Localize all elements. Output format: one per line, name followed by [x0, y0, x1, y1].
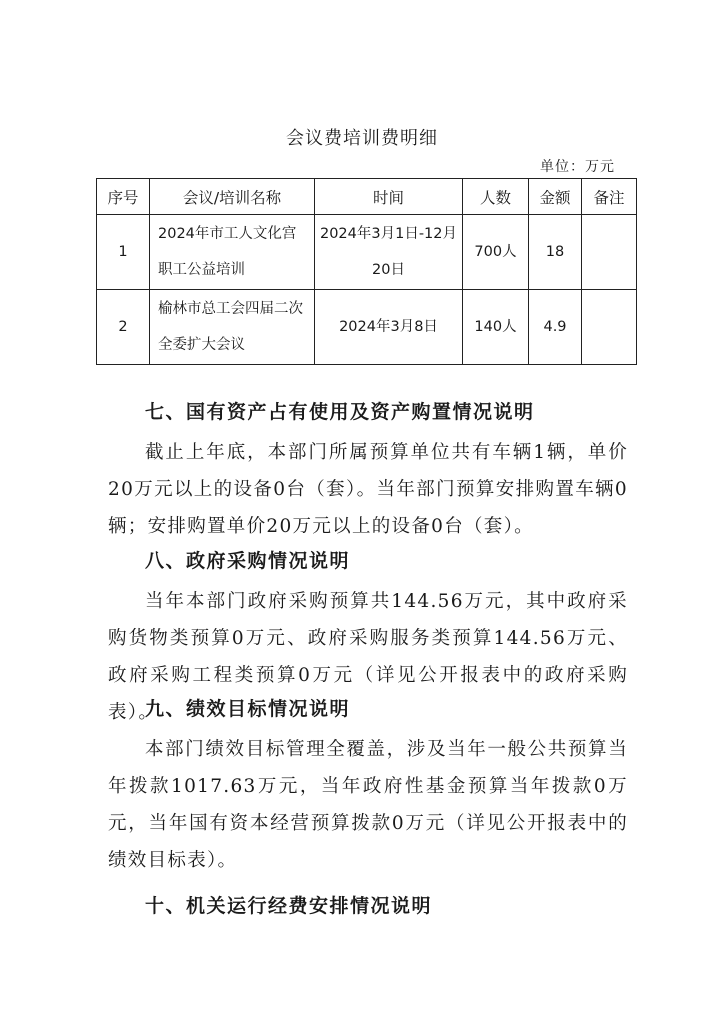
- table-title: 会议费培训费明细: [286, 128, 438, 149]
- header-name: 会议/培训名称: [150, 179, 315, 215]
- unit-label: 单位：万元: [540, 159, 615, 175]
- table-row: [97, 290, 637, 365]
- cell-amount: 4.9: [529, 290, 582, 365]
- cell-people: 140人: [463, 290, 529, 365]
- cell-no: 2: [97, 290, 150, 365]
- header-amount: 金额: [529, 179, 582, 215]
- section-heading-performance: 九、绩效目标情况说明: [145, 698, 351, 720]
- cell-people: 700人: [463, 215, 529, 290]
- cell-name: 2024年市工人文化宫职工公益培训: [150, 215, 315, 290]
- cell-note: [582, 290, 637, 365]
- cell-time: 2024年3月8日: [315, 290, 463, 365]
- cell-amount: 18: [529, 215, 582, 290]
- header-no: 序号: [97, 179, 150, 215]
- section-body-performance: 本部门绩效目标管理全覆盖，涉及当年一般公共预算当年拨款1017.63万元，当年政府性基金预算当年拨款0万元，当年国有资本经营预算拨款0万元（详见公开报表中的绩效目标表）。: [108, 739, 628, 871]
- cell-time: 2024年3月1日-12月20日: [315, 215, 463, 290]
- table-row: [97, 215, 637, 290]
- header-people: 人数: [463, 179, 529, 215]
- header-note: 备注: [582, 179, 637, 215]
- section-body-procurement: 当年本部门政府采购预算共144.56万元，其中政府采购货物类预算0万元、政府采购服务类预算144.56万元、政府采购工程类预算0万元（详见公开报表中的政府采购表）。: [108, 591, 628, 723]
- cell-no: 1: [97, 215, 150, 290]
- section-heading-procurement: 八、政府采购情况说明: [145, 550, 351, 572]
- meeting-training-table: [96, 178, 637, 365]
- section-body-assets: 截止上年底，本部门所属预算单位共有车辆1辆，单价20万元以上的设备0台（套）。当年部门预算安排购置车辆0辆；安排购置单价20万元以上的设备0台（套）。: [108, 442, 628, 537]
- header-time: 时间: [315, 179, 463, 215]
- cell-note: [582, 215, 637, 290]
- section-heading-assets: 七、国有资产占有使用及资产购置情况说明: [145, 401, 535, 423]
- cell-name: 榆林市总工会四届二次全委扩大会议: [150, 290, 315, 365]
- section-heading-operating-costs: 十、机关运行经费安排情况说明: [145, 895, 433, 917]
- table-header-row: [97, 179, 637, 215]
